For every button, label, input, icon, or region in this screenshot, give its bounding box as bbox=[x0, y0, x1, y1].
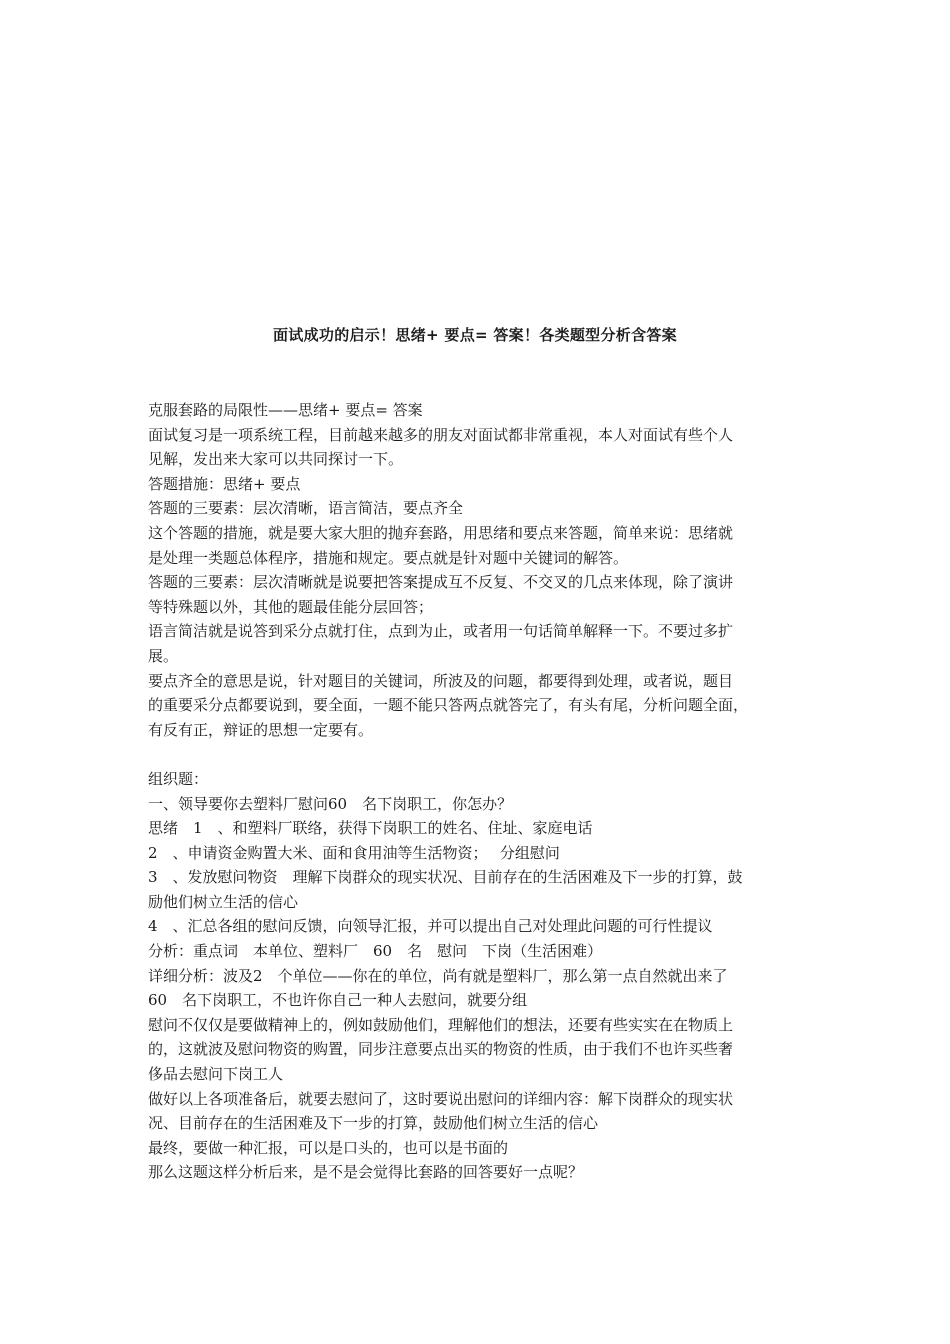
paragraph-line: 侈品去慰问下岗工人 bbox=[148, 1065, 284, 1084]
paragraph-line: 这个答题的措施，就是要大家大胆的抛弃套路，用思绪和要点来答题，简单来说：思绪就 bbox=[148, 523, 734, 542]
paragraph-line: 那么这题这样分析后来，是不是会觉得比套路的回答要好一点呢？ bbox=[148, 1163, 584, 1182]
paragraph-line: 答题的三要素：层次清晰就是说要把答案提成互不反复、不交叉的几点来体现，除了演讲 bbox=[148, 573, 734, 592]
paragraph-line: 思绪 1 、和塑料厂联络，获得下岗职工的姓名、住址、家庭电话 bbox=[148, 819, 593, 838]
paragraph-line: 60 名下岗职工，不也许你自己一种人去慰问，就要分组 bbox=[148, 991, 528, 1010]
paragraph-line: 要点齐全的意思是说，针对题目的关键词，所波及的问题，都要得到处理，或者说，题目 bbox=[148, 671, 734, 690]
paragraph-line: 克服套路的局限性——思绪+ 要点= 答案 bbox=[148, 401, 423, 419]
paragraph-line: 展。 bbox=[148, 646, 179, 665]
section-heading: 组织题： bbox=[148, 769, 209, 788]
paragraph-line: 见解，发出来大家可以共同探讨一下。 bbox=[148, 450, 404, 469]
paragraph-spacer bbox=[148, 742, 813, 767]
paragraph-line: 励他们树立生活的信心 bbox=[148, 892, 299, 911]
paragraph-line: 3 、发放慰问物资 理解下岗群众的现实状况、目前存在的生活困难及下一步的打算，鼓 bbox=[148, 868, 743, 887]
paragraph-line: 的，这就波及慰问物资的购置，同步注意要点出买的物资的性质，由于我们不也许买些奢 bbox=[148, 1040, 734, 1059]
paragraph-line: 答题措施：思绪+ 要点 bbox=[148, 474, 301, 493]
paragraph-line: 的重要采分点都要说到，要全面，一题不能只答两点就答完了，有头有尾，分析问题全面， bbox=[148, 696, 749, 715]
document-title: 面试成功的启示！思绪+ 要点= 答案！各类题型分析含答案 bbox=[273, 326, 677, 344]
paragraph-line: 最终，要做一种汇报，可以是口头的，也可以是书面的 bbox=[148, 1138, 509, 1157]
paragraph-line: 慰问不仅仅是要做精神上的，例如鼓励他们，理解他们的想法，还要有些实实在在物质上 bbox=[148, 1015, 734, 1034]
paragraph-line: 等特殊题以外，其他的题最佳能分层回答； bbox=[148, 597, 434, 616]
paragraph-line: 语言简洁就是说答到采分点就打住，点到为止，或者用一句话简单解释一下。不要过多扩 bbox=[148, 622, 734, 641]
paragraph-line: 详细分析：波及2 个单位——你在的单位，尚有就是塑料厂，那么第一点自然就出来了 bbox=[148, 966, 728, 985]
paragraph-line: 有反有正，辩证的思想一定要有。 bbox=[148, 720, 374, 739]
paragraph-line: 答题的三要素：层次清晰，语言简洁，要点齐全 bbox=[148, 499, 464, 518]
paragraph-line: 况、目前存在的生活困难及下一步的打算，鼓励他们树立生活的信心 bbox=[148, 1114, 599, 1133]
paragraph-line: 是处理一类题总体程序，措施和规定。要点就是针对题中关键词的解答。 bbox=[148, 548, 629, 567]
document-body bbox=[148, 398, 813, 1185]
paragraph-line: 4 、汇总各组的慰问反馈，向领导汇报，并可以提出自己对处理此问题的可行性提议 bbox=[148, 917, 713, 936]
paragraph-line: 2 、申请资金购置大米、面和食用油等生活物资； 分组慰问 bbox=[148, 843, 560, 862]
paragraph-line: 面试复习是一项系统工程，目前越来越多的朋友对面试都非常重视，本人对面试有些个人 bbox=[148, 425, 734, 444]
paragraph-line: 分析：重点词 本单位、塑料厂 60 名 慰问 下岗（生活困难） bbox=[148, 942, 603, 961]
question-line: 一、领导要你去塑料厂慰问60 名下岗职工，你怎办？ bbox=[148, 794, 513, 813]
paragraph-line: 做好以上各项准备后，就要去慰问了，这时要说出慰问的详细内容：解下岗群众的现实状 bbox=[148, 1089, 734, 1108]
